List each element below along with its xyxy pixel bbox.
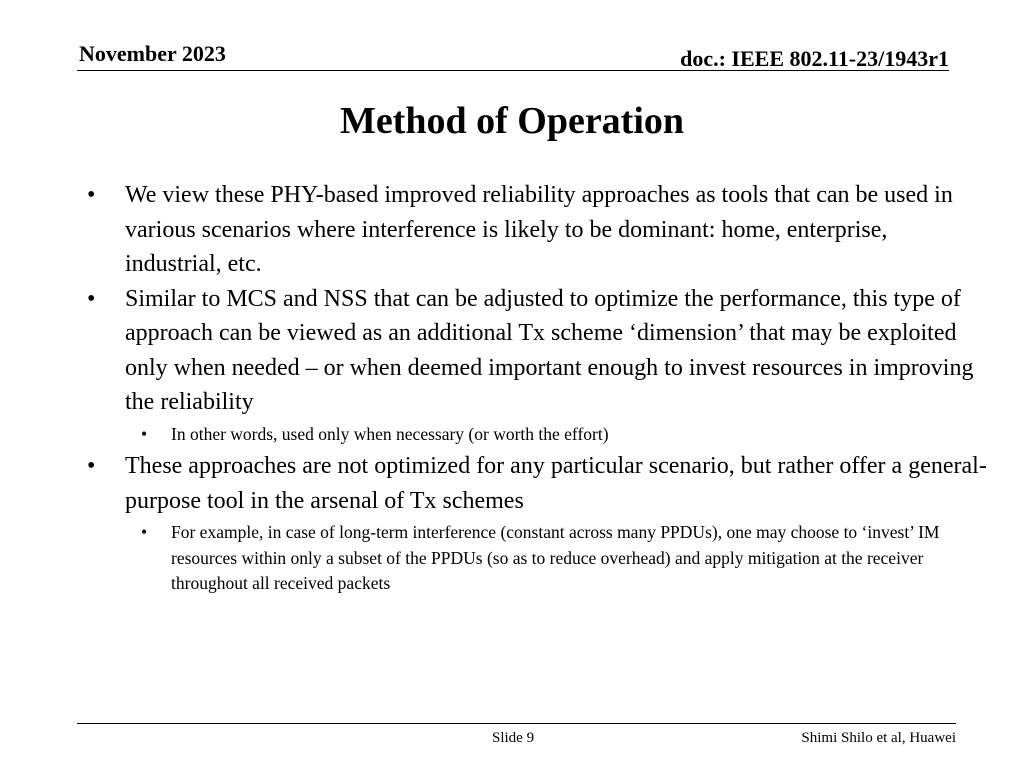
slide-title: Method of Operation	[339, 100, 685, 142]
header-divider	[77, 70, 949, 71]
slide-number: Slide 9	[492, 730, 535, 746]
footer-author: Shimi Shilo et al, Huawei	[801, 730, 956, 746]
bullet-item	[87, 449, 987, 518]
bullet-icon: •	[87, 182, 96, 208]
bullet-icon: •	[87, 285, 96, 312]
footer-divider	[77, 723, 956, 724]
sub-bullet-item	[141, 520, 987, 597]
header-doc-id: doc.: IEEE 802.11-23/1943r1	[680, 46, 949, 71]
sub-bullet-icon: •	[141, 522, 148, 542]
bullet-item	[87, 178, 987, 282]
bullet-text: Similar to MCS and NSS that can be adjusted to optimize the performance, this type of approach can be viewed as an additional Tx scheme ‘dimension’ that may be exploited only when needed – or when deemed important enough to invest resources in improving the reliability	[125, 285, 974, 415]
bullet-item	[87, 282, 987, 420]
bullet-text: These approaches are not optimized for any particular scenario, but rather offer a general-purpose tool in the arsenal of Tx schemes	[125, 453, 987, 514]
bullet-list	[87, 178, 987, 597]
sub-bullet-item	[141, 422, 987, 448]
sub-bullet-text: For example, in case of long-term interference (constant across many PPDUs), one may choose to ‘invest’ IM resources within only a subset of the PPDUs (so as to reduce overhead) and apply mitigation at the receiver throughout all received packets	[171, 522, 940, 593]
header-date: November 2023	[79, 41, 226, 66]
sub-bullet-text: In other words, used only when necessary (or worth the effort)	[171, 423, 609, 444]
sub-bullet-icon: •	[141, 423, 148, 444]
bullet-icon: •	[87, 453, 96, 479]
bullet-text: We view these PHY-based improved reliability approaches as tools that can be used in various scenarios where interference is likely to be dominant: home, enterprise, industrial, etc.	[125, 182, 953, 277]
